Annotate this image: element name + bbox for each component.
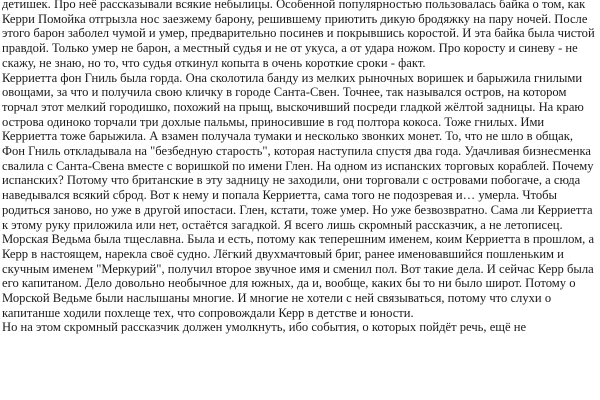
paragraph-3: Морская Ведьма была тщеславна. Была и есть, потому как теперешним именем, коим Керриетта в прошлом, а Керр в настоящем, нарекла своё судно. Лёгкий двухмачтовый бриг, ранее именовавшийся пошленьким и скучным именем "Меркурий", получил второе звучное имя и сменил пол. Вот такие дела. И сейчас Керр была его капитаном. Дело довольно необычное для южных, да и, вообще, каких бы то ни было широт. Потому о Морской Ведьме были наслышаны многие. И многие не хотели с ней связываться, потому что слухи о капитанше ходили похлеще тех, что сопровождали Керр в детстве и юности. <box>2 232 595 320</box>
paragraph-2: Керриетта фон Гниль была горда. Она сколотила банду из мелких рыночных воришек и барыжила гнилыми овощами, за что и получила свою кличку в городе Санта-Свен. Точнее, так назывался остров, на котором торчал этот мелкий городишко, похожий на прыщ, выскочивший посреди гладкой жёлтой задницы. На краю острова одиноко торчали три дохлые пальмы, приносившие в год полтора кокоса. Тоже гнилых. Ими Керриетта тоже барыжила. А взамен получала тумаки и несколько звонких монет. То, что не шло в общак, Фон Гниль откладывала на "безбедную старость", которая наступила спустя два года. Удачливая бизнесменка свалила с Санта-Свена вместе с воришкой по имени Глен. На одном из испанских торговых кораблей. Почему испанских? Потому что британские в эту задницу не заходили, они торговали с островами побогаче, а сюда наведывался всякий сброд. Вот к нему и попала Керриетта, сама того не подозревая и… умерла. Чтобы родиться заново, но уже в другой ипостаси. Глен, кстати, тоже умер. Но уже безвозвратно. Сама ли Керриетта к этому руку приложила или нет, остаётся загадкой. Я всего лишь скромный рассказчик, а не летописец. <box>2 70 594 232</box>
paragraph-4: Но на этом скромный рассказчик должен умолкнуть, ибо события, о которых пойдёт речь, ещё не <box>2 320 527 335</box>
document-body <box>2 0 598 335</box>
paragraph-1: детишек. Про неё рассказывали всякие небылицы. Особенной популярностью пользовалась байка о том, как Керри Помойка отгрызла нос заезжему барону, решившему приютить дикую бродяжку на пару ночей. После этого барон заболел чумой и умер, предварительно посинев и покрывшись коростой. И эта байка была чистой правдой. Только умер не барон, а местный судья и не от укуса, а от удара ножом. Про коросту и синеву - не скажу, не знаю, но то, что судья откинул копыта в очень короткие сроки - факт. <box>2 0 595 70</box>
